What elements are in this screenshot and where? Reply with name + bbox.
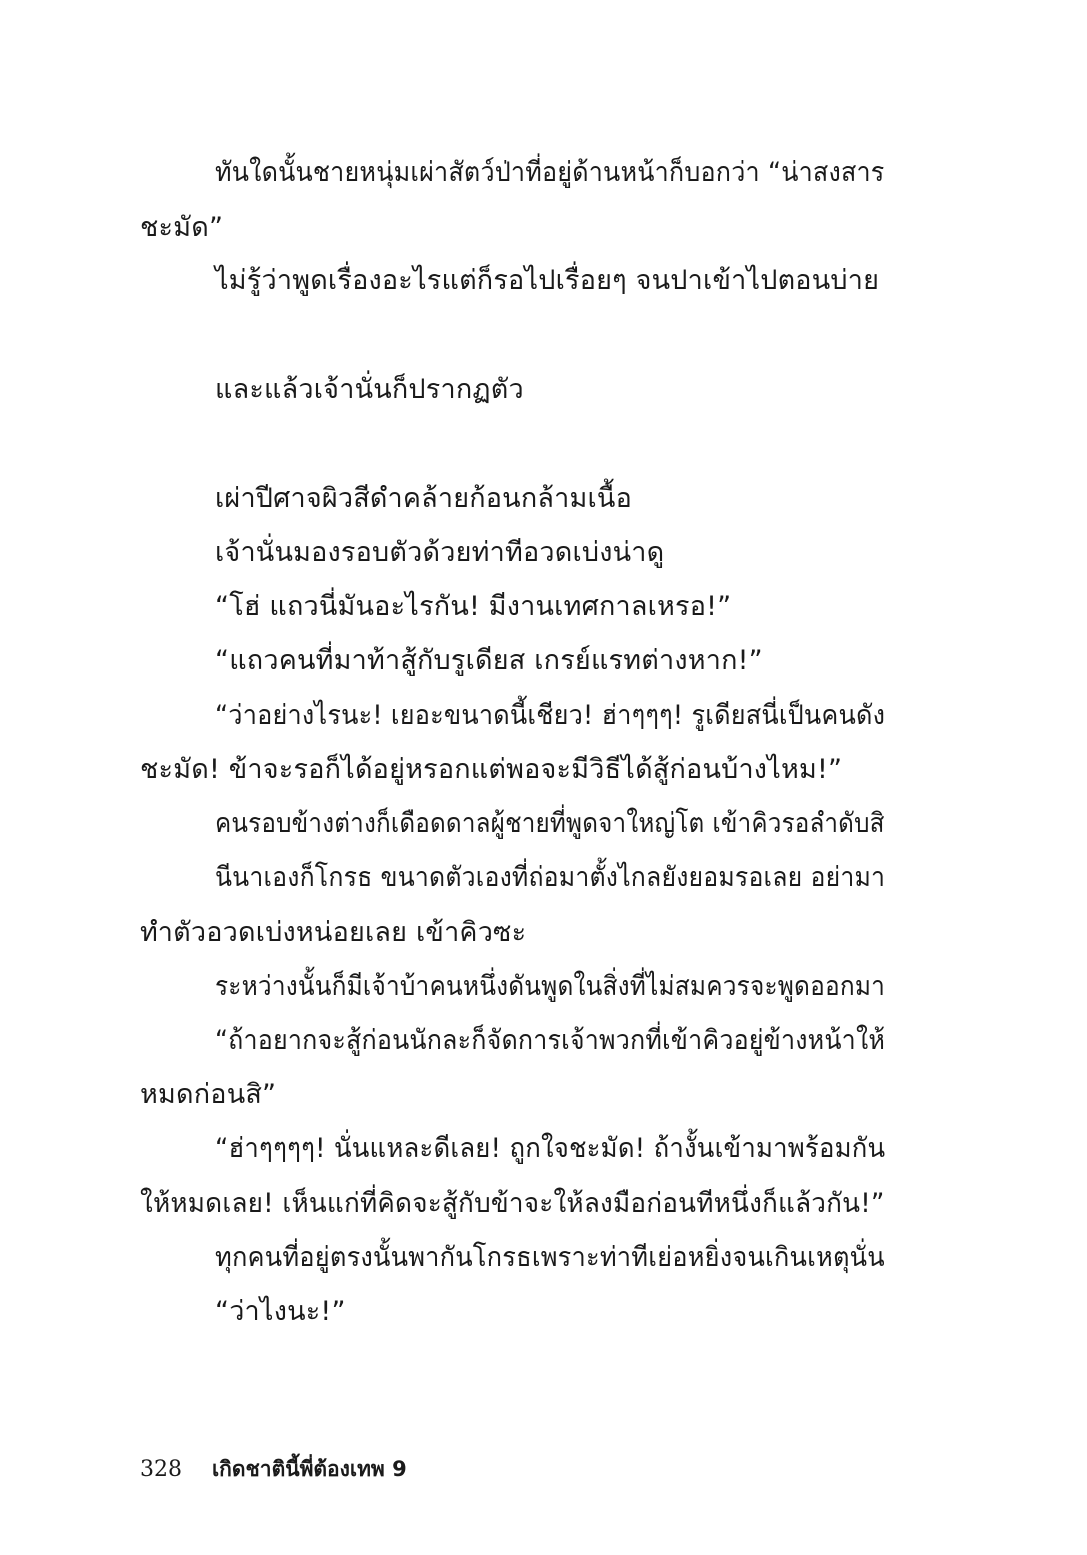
- paragraph-line: ทำตัวอวดเบ่งหน่อยเลย เข้าคิวซะ: [140, 917, 527, 948]
- paragraph-line: ทุกคนที่อยู่ตรงนั้นพากันโกรธเพราะท่าทีเย่อหยิ่งจนเกินเหตุนั่น: [215, 1242, 885, 1273]
- paragraph-line: “โฮ่ แถวนี่มันอะไรกัน! มีงานเทศกาลเหรอ!”: [215, 591, 732, 622]
- paragraph-line: “ว่าไงนะ!”: [215, 1296, 346, 1327]
- paragraph-line: ชะมัด! ข้าจะรอก็ได้อยู่หรอกแต่พอจะมีวิธีได้สู้ก่อนบ้างไหม!”: [140, 754, 843, 785]
- paragraph-line: คนรอบข้างต่างก็เดือดดาลผู้ชายที่พูดจาใหญ่โต เข้าคิวรอลำดับสิ: [215, 808, 885, 839]
- paragraph-line: ทันใดนั้นชายหนุ่มเผ่าสัตว์ป่าที่อยู่ด้านหน้าก็บอกว่า “น่าสงสาร: [215, 157, 885, 188]
- paragraph-line: “ฮ่าๆๆๆๆ! นั่นแหละดีเลย! ถูกใจชะมัด! ถ้างั้นเข้ามาพร้อมกัน: [215, 1133, 886, 1164]
- paragraph-line: “แถวคนที่มาท้าสู้กับรูเดียส เกรย์แรทต่างหาก!”: [215, 645, 763, 676]
- paragraph-line: ระหว่างนั้นก็มีเจ้าบ้าคนหนึ่งดันพูดในสิ่งที่ไม่สมควรจะพูดออกมา: [215, 971, 886, 1002]
- book-title: เกิดชาตินี้พี่ต้องเทพ 9: [212, 1457, 407, 1481]
- paragraph-line: ไม่รู้ว่าพูดเรื่องอะไรแต่ก็รอไปเรื่อยๆ จนปาเข้าไปตอนบ่าย: [215, 265, 880, 296]
- paragraph-line: “ว่าอย่างไรนะ! เยอะขนาดนี้เชียว! ฮ่าๆๆๆ! รูเดียสนี่เป็นคนดัง: [215, 700, 886, 731]
- page-footer: [140, 1453, 407, 1486]
- paragraph-line: ให้หมดเลย! เห็นแก่ที่คิดจะสู้กับข้าจะให้ลงมือก่อนทีหนึ่งก็แล้วกัน!”: [140, 1188, 885, 1219]
- paragraph-line: และแล้วเจ้านั่นก็ปรากฏตัว: [215, 374, 524, 405]
- paragraph-line: ชะมัด”: [140, 212, 224, 243]
- paragraph-line: “ถ้าอยากจะสู้ก่อนนักละก็จัดการเจ้าพวกที่เข้าคิวอยู่ข้างหน้าให้: [215, 1025, 886, 1056]
- paragraph-line: เจ้านั่นมองรอบตัวด้วยท่าทีอวดเบ่งน่าดู: [215, 537, 665, 568]
- paragraph-line: นีนาเองก็โกรธ ขนาดตัวเองที่ถ่อมาตั้งไกลยังยอมรอเลย อย่ามา: [215, 862, 886, 893]
- page-number: 328: [140, 1457, 182, 1482]
- paragraph-line: เผ่าปีศาจผิวสีดำคล้ายก้อนกล้ามเนื้อ: [215, 483, 632, 514]
- paragraph-line: หมดก่อนสิ”: [140, 1079, 277, 1110]
